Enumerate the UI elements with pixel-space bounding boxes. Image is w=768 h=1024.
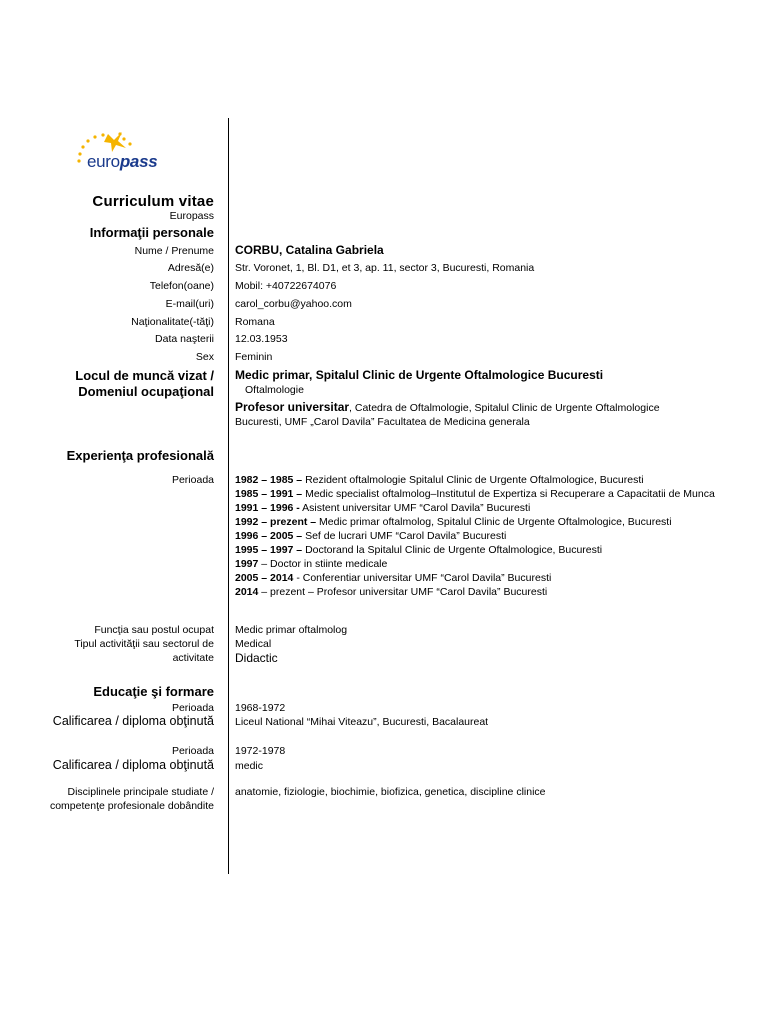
experience-item-period: 2005 – 2014 bbox=[235, 572, 294, 584]
education-period-value: 1968-1972 bbox=[235, 702, 286, 714]
experience-item bbox=[235, 502, 715, 516]
personal-info-heading: Informaţii personale bbox=[89, 225, 214, 240]
experience-item-text: Medic specialist oftalmolog–Institutul de Expertiza si Recuperare a Capacitatii de Munca bbox=[302, 488, 715, 500]
nationality-value: Romana bbox=[235, 316, 275, 328]
disciplines-label-line1: Disciplinele principale studiate / bbox=[67, 786, 214, 798]
occupation-label-line1: Locul de muncă vizat / bbox=[75, 368, 214, 383]
experience-item-text: – Doctor in stiinte medicale bbox=[258, 558, 388, 570]
occupation-label-line2: Domeniul ocupaţional bbox=[78, 384, 214, 399]
function-value: Medic primar oftalmolog bbox=[235, 624, 348, 636]
experience-item bbox=[235, 516, 715, 530]
occupation-line3 bbox=[235, 401, 660, 415]
experience-item-period: 1995 – 1997 – bbox=[235, 544, 303, 556]
phone-label: Telefon(oane) bbox=[149, 280, 214, 292]
experience-item-text: Asistent universitar UMF “Carol Davila” Bucuresti bbox=[299, 502, 531, 514]
education-qualification-value: medic bbox=[235, 760, 264, 772]
activity-label-line1: Tipul activităţii sau sectorul de bbox=[74, 638, 214, 650]
experience-list bbox=[235, 474, 715, 600]
address-value: Str. Voronet, 1, Bl. D1, et 3, ap. 11, sector 3, Bucuresti, Romania bbox=[235, 262, 535, 274]
experience-item-period: 1992 – prezent – bbox=[235, 516, 317, 528]
occupation-line2: Oftalmologie bbox=[245, 384, 304, 396]
experience-item bbox=[235, 572, 715, 586]
experience-item bbox=[235, 488, 715, 502]
activity-value-2: Didactic bbox=[235, 651, 278, 665]
wordmark-pass: pass bbox=[119, 152, 158, 171]
experience-item-period: 2014 bbox=[235, 586, 259, 598]
birthdate-label: Data naşterii bbox=[155, 333, 214, 345]
cv-subtitle: Europass bbox=[169, 210, 214, 222]
experience-item bbox=[235, 586, 715, 600]
education-period-label: Perioada bbox=[171, 745, 214, 757]
education-period-label: Perioada bbox=[171, 702, 214, 714]
experience-item-period: 1982 – 1985 – bbox=[235, 474, 303, 486]
education-qualification-label: Calificarea / diploma obţinută bbox=[52, 714, 214, 728]
name-label: Nume / Prenume bbox=[134, 245, 214, 257]
sex-label: Sex bbox=[195, 351, 214, 363]
experience-period-label: Perioada bbox=[171, 474, 214, 486]
experience-item-text: Medic primar oftalmolog, Spitalul Clinic de Urgente Oftalmologice, Bucuresti bbox=[316, 516, 672, 528]
experience-item-text: Sef de lucrari UMF “Carol Davila” Bucuresti bbox=[302, 530, 507, 542]
name-value: CORBU, Catalina Gabriela bbox=[235, 243, 384, 257]
experience-item bbox=[235, 558, 715, 572]
experience-item-period: 1991 – 1996 - bbox=[235, 502, 300, 514]
wordmark-euro: euro bbox=[87, 152, 120, 171]
occupation-line1: Medic primar, Spitalul Clinic de Urgente Oftalmologice Bucuresti bbox=[235, 368, 604, 382]
education-heading: Educaţie şi formare bbox=[93, 684, 214, 699]
education-qualification-value: Liceul National “Mihai Viteazu”, Bucuresti, Bacalaureat bbox=[235, 716, 489, 728]
phone-value: Mobil: +40722674076 bbox=[235, 280, 337, 292]
europass-wordmark bbox=[87, 152, 157, 172]
experience-item-period: 1985 – 1991 – bbox=[235, 488, 303, 500]
education-qualification-label: Calificarea / diploma obţinută bbox=[52, 758, 214, 772]
email-label: E-mail(uri) bbox=[165, 298, 214, 310]
sex-value: Feminin bbox=[235, 351, 273, 363]
birthdate-value: 12.03.1953 bbox=[235, 333, 288, 345]
experience-item-period: 1996 – 2005 – bbox=[235, 530, 303, 542]
activity-label-line2: activitate bbox=[172, 652, 214, 664]
disciplines-label-line2: competenţe profesionale dobândite bbox=[49, 800, 214, 812]
occupation-line3-rest: , Catedra de Oftalmologie, Spitalul Clinic de Urgente Oftalmologice bbox=[349, 402, 660, 414]
email-value: carol_corbu@yahoo.com bbox=[235, 298, 352, 310]
experience-heading: Experienţa profesională bbox=[66, 448, 214, 463]
education-period-value: 1972-1978 bbox=[235, 745, 286, 757]
function-label: Funcţia sau postul ocupat bbox=[94, 624, 214, 636]
occupation-line3-title: Profesor universitar bbox=[235, 400, 350, 414]
column-divider bbox=[228, 118, 229, 874]
experience-item bbox=[235, 530, 715, 544]
experience-item-text: Rezident oftalmologie Spitalul Clinic de Urgente Oftalmologice, Bucuresti bbox=[302, 474, 644, 486]
disciplines-value: anatomie, fiziologie, biochimie, biofizica, genetica, discipline clinice bbox=[235, 786, 546, 798]
experience-item-text: – prezent – Profesor universitar UMF “Carol Davila” Bucuresti bbox=[258, 586, 548, 598]
experience-item bbox=[235, 474, 715, 488]
address-label: Adresă(e) bbox=[167, 262, 214, 274]
experience-item-text: Doctorand la Spitalul Clinic de Urgente Oftalmologice, Bucuresti bbox=[302, 544, 603, 556]
occupation-line4: Bucuresti, UMF „Carol Davila” Facultatea de Medicina generala bbox=[235, 416, 530, 428]
experience-item-text: - Conferentiar universitar UMF “Carol Davila” Bucuresti bbox=[293, 572, 552, 584]
activity-value-1: Medical bbox=[235, 638, 272, 650]
experience-item bbox=[235, 544, 715, 558]
experience-item-period: 1997 bbox=[235, 558, 259, 570]
nationality-label: Naţionalitate(-tăţi) bbox=[131, 316, 214, 328]
cv-title: Curriculum vitae bbox=[92, 193, 214, 210]
